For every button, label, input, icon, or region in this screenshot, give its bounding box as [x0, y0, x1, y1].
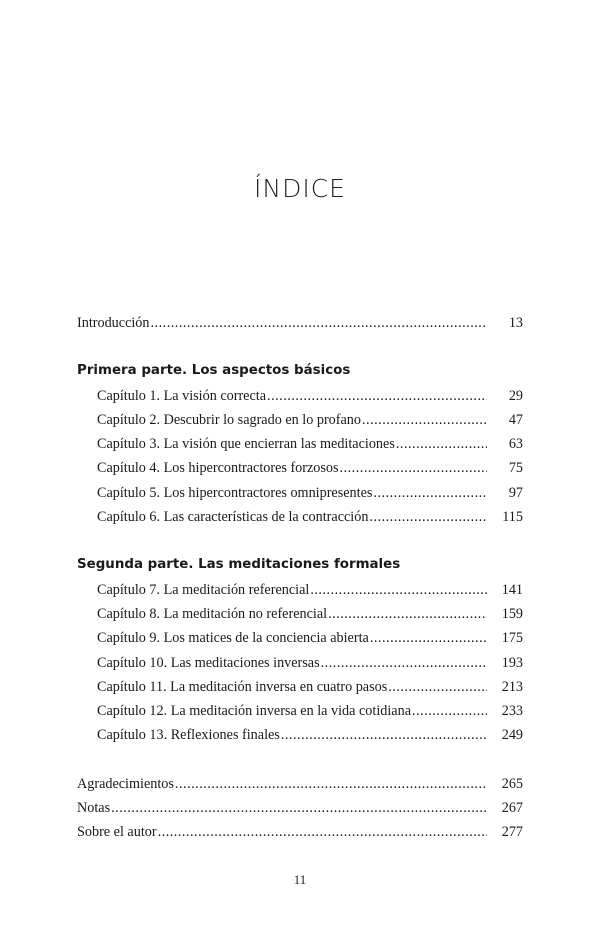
toc-entry-label: Capítulo 8. La meditación no referencial [97, 605, 328, 622]
toc-entry-capitulo-5[interactable] [77, 481, 523, 505]
toc-entry-label: Capítulo 7. La meditación referencial [97, 581, 310, 598]
toc-entry-page: 75 [508, 460, 523, 477]
toc-entry-label: Notas [77, 800, 111, 817]
toc-entry-label: Capítulo 2. Descubrir lo sagrado en lo profano [97, 411, 361, 428]
dot-leader [369, 505, 487, 529]
toc-entry-page: 63 [508, 436, 523, 453]
toc-entry-page: 47 [508, 411, 523, 428]
toc-entry-capitulo-7[interactable] [77, 578, 523, 602]
page-number: 11 [293, 872, 307, 887]
dot-leader [151, 311, 488, 335]
toc-entry-label: Capítulo 11. La meditación inversa en cuatro pasos [97, 678, 388, 695]
dot-leader [281, 723, 487, 747]
toc-entry-label: Capítulo 10. Las meditaciones inversas [97, 654, 320, 671]
toc-entry-capitulo-1[interactable] [77, 384, 523, 408]
toc-entry-page: 29 [508, 387, 523, 404]
toc-entry-label: Capítulo 13. Reflexiones finales [97, 727, 280, 744]
toc-entry-page: 265 [501, 775, 523, 792]
dot-leader [111, 796, 487, 820]
toc-entry-capitulo-4[interactable] [77, 456, 523, 480]
toc-entry-page: 249 [501, 727, 523, 744]
toc-entry-introduccion[interactable] [77, 311, 523, 335]
table-of-contents [77, 311, 523, 845]
toc-entry-capitulo-11[interactable] [77, 675, 523, 699]
toc-entry-page: 233 [501, 703, 523, 720]
toc-entry-sobre-el-autor[interactable] [77, 820, 523, 844]
dot-leader [158, 820, 487, 844]
toc-entry-label: Capítulo 5. Los hipercontractores omnipresentes [97, 484, 373, 501]
dot-leader [321, 651, 487, 675]
dot-leader [267, 384, 487, 408]
toc-entry-page: 97 [508, 484, 523, 501]
toc-entry-label: Sobre el autor [77, 824, 157, 841]
dot-leader [310, 578, 487, 602]
section-gap [77, 748, 523, 772]
toc-entry-page: 159 [501, 605, 523, 622]
toc-entry-label: Introducción [77, 315, 150, 331]
toc-entry-capitulo-8[interactable] [77, 602, 523, 626]
toc-entry-page: 13 [508, 315, 523, 331]
toc-entry-page: 115 [502, 509, 523, 526]
section-gap [77, 335, 523, 359]
dot-leader [396, 432, 487, 456]
toc-entry-capitulo-10[interactable] [77, 651, 523, 675]
toc-entry-page: 267 [501, 800, 523, 817]
toc-entry-capitulo-6[interactable] [77, 505, 523, 529]
part-heading-primera: Primera parte. Los aspectos básicos [77, 363, 351, 379]
toc-entry-label: Capítulo 4. Los hipercontractores forzosos [97, 460, 339, 477]
page-title: ÍNDICE [254, 174, 346, 203]
toc-entry-capitulo-2[interactable] [77, 408, 523, 432]
part-heading-segunda: Segunda parte. Las meditaciones formales [77, 557, 401, 573]
toc-entry-page: 141 [501, 581, 523, 598]
toc-entry-label: Capítulo 12. La meditación inversa en la vida cotidiana [97, 703, 411, 720]
dot-leader [328, 602, 487, 626]
dot-leader [175, 772, 487, 796]
toc-entry-label: Capítulo 3. La visión que encierran las meditaciones [97, 436, 395, 453]
toc-entry-capitulo-3[interactable] [77, 432, 523, 456]
toc-entry-label: Capítulo 1. La visión correcta [97, 387, 267, 404]
dot-leader [388, 675, 487, 699]
toc-entry-label: Capítulo 9. Los matices de la conciencia abierta [97, 630, 369, 647]
toc-entry-label: Capítulo 6. Las características de la contracción [97, 509, 369, 526]
dot-leader [373, 481, 487, 505]
toc-entry-page: 193 [501, 654, 523, 671]
dot-leader [362, 408, 487, 432]
toc-entry-capitulo-13[interactable] [77, 723, 523, 747]
toc-entry-capitulo-12[interactable] [77, 699, 523, 723]
dot-leader [370, 626, 487, 650]
toc-entry-capitulo-9[interactable] [77, 626, 523, 650]
toc-entry-label: Agradecimientos [77, 775, 174, 792]
toc-entry-page: 213 [501, 678, 523, 695]
toc-entry-page: 175 [501, 630, 523, 647]
section-gap [77, 529, 523, 553]
dot-leader [412, 699, 487, 723]
toc-entry-notas[interactable] [77, 796, 523, 820]
toc-entry-agradecimientos[interactable] [77, 772, 523, 796]
dot-leader [340, 456, 487, 480]
toc-entry-page: 277 [501, 824, 523, 841]
